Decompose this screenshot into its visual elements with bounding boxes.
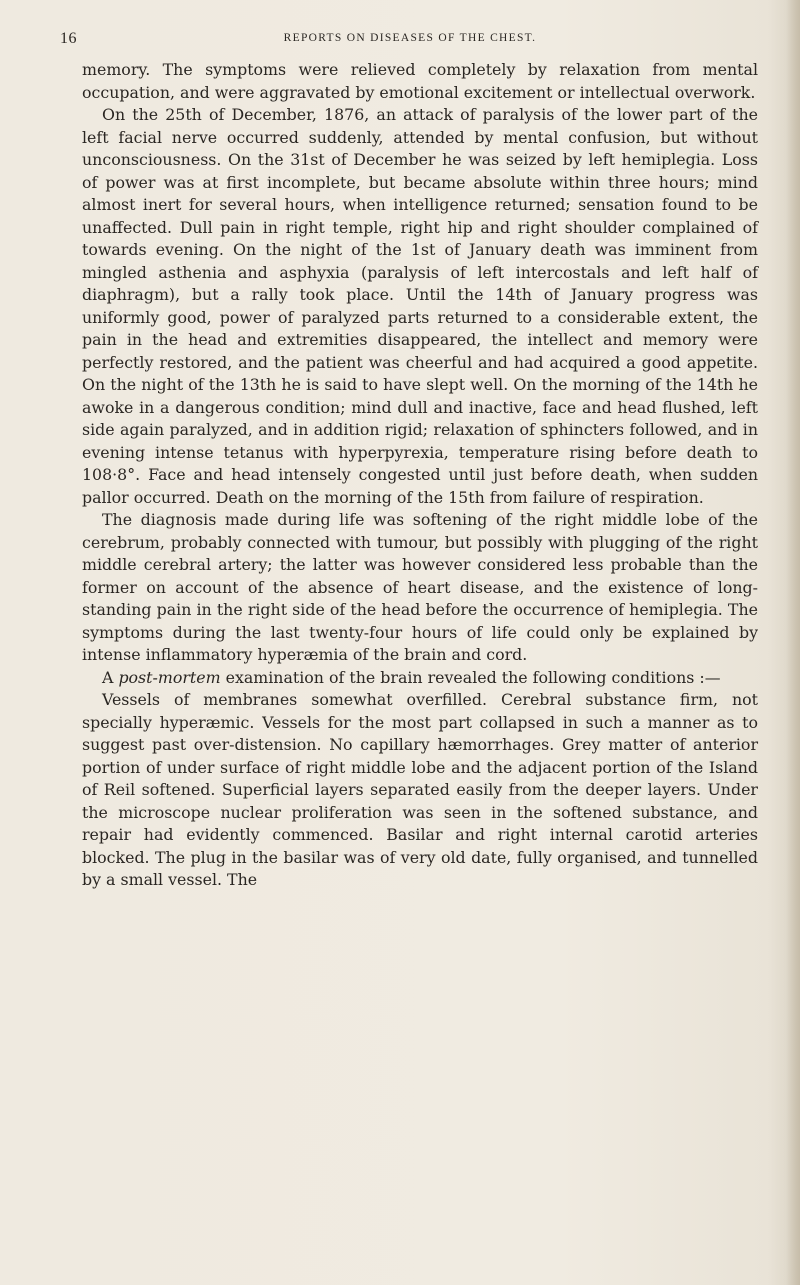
post-mortem-suffix: examination of the brain revealed the following conditions :—: [220, 667, 721, 687]
paragraph-post-mortem-intro: [82, 667, 758, 690]
paragraph-findings: Vessels of membranes somewhat overfilled. Cerebral substance firm, not specially hyperæmic. Vessels for the most part collapsed in such a manner as to suggest past over-distension. No capillary hæmorrhages. Grey matter of anterior portion of under surface of right middle lobe and the adjacent portion of the Island of Reil softened. Superficial layers separated easily from the deeper layers. Under the microscope nuclear proliferation was seen in the softened substance, and repair had evidently commenced. Basilar and right internal carotid arteries blocked. The plug in the basilar was of very old date, fully organised, and tunnelled by a small vessel. The: [82, 690, 758, 889]
page-number: 16: [60, 30, 77, 47]
body-text: [82, 59, 758, 892]
paragraph-continuation: memory. The symptoms were relieved completely by relaxation from mental occupation, and were aggravated by emotional excitement or intellectual overwork.: [82, 60, 758, 102]
paragraph-case-history: On the 25th of December, 1876, an attack of paralysis of the lower part of the left facial nerve occurred suddenly, attended by mental confusion, but without unconsciousness. On the 31st of December he was seized by left hemiplegia. Loss of power was at first incomplete, but became absolute within three hours; mind almost inert for several hours, when intelligence returned; sensation found to be unaffected. Dull pain in right temple, right hip and right shoulder complained of towards evening. On the night of the 1st of January death was imminent from mingled asthenia and asphyxia (paralysis of left intercostals and left half of diaphragm), but a rally took place. Until the 14th of January progress was uniformly good, power of paralyzed parts returned to a considerable extent, the pain in the head and extremities disappeared, the intellect and memory were perfectly restored, and the patient was cheerful and had acquired a good appetite. On the night of the 13th he is said to have slept well. On the morning of the 14th he awoke in a dangerous condition; mind dull and inactive, face and head flushed, left side again paralyzed, and in addition rigid; relaxation of sphincters followed, and in evening intense tetanus with hyperpyrexia, temperature rising before death to 108·8°. Face and head intensely congested until just before death, when sudden pallor occurred. Death on the morning of the 15th from failure of respiration.: [82, 105, 758, 507]
post-mortem-italic: post-mortem: [118, 667, 221, 687]
page-header: [60, 30, 760, 52]
paragraph-diagnosis: The diagnosis made during life was softening of the right middle lobe of the cerebrum, probably connected with tumour, but possibly with plugging of the right middle cerebral artery; the latter was however considered less probable than the former on account of the absence of heart disease, and the existence of long-standing pain in the right side of the head before the occurrence of hemiplegia. The symptoms during the last twenty-four hours of life could only be explained by intense inflammatory hyperæmia of the brain and cord.: [82, 510, 758, 664]
page-edge-shadow: [786, 0, 800, 1285]
post-mortem-prefix: A: [102, 667, 119, 687]
running-head: REPORTS ON DISEASES OF THE CHEST.: [283, 32, 537, 44]
